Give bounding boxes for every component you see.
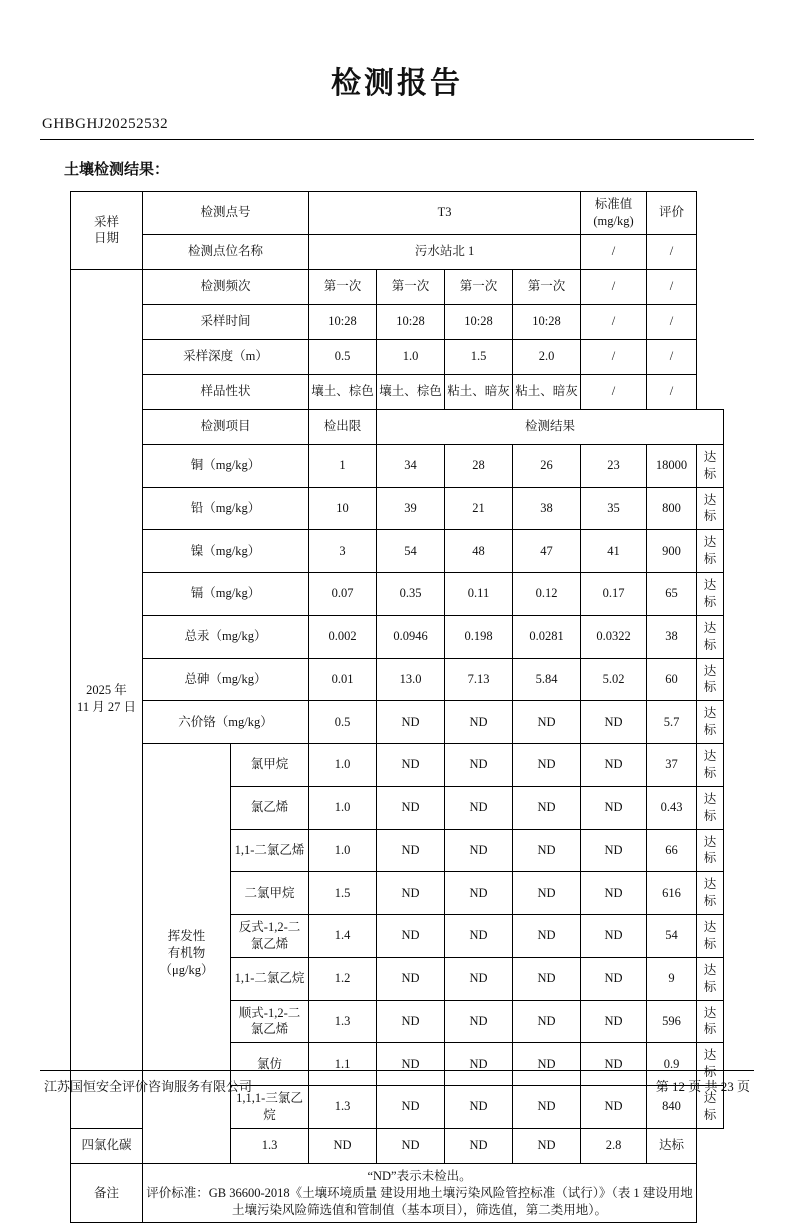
result-value: ND — [377, 1000, 445, 1043]
result-value: ND — [377, 701, 445, 744]
standard-value: 0.43 — [647, 786, 697, 829]
table-row-remark — [71, 1163, 724, 1223]
standard-value: 2.8 — [581, 1128, 647, 1163]
cell-value: 第一次 — [513, 269, 581, 304]
result-value: ND — [513, 701, 581, 744]
analyte-name: 铜（mg/kg） — [143, 444, 309, 487]
result-value: ND — [513, 1128, 581, 1163]
analyte-name: 1,1,1-三氯乙烷 — [231, 1086, 309, 1129]
result-value: 0.35 — [377, 573, 445, 616]
result-value: 23 — [581, 444, 647, 487]
analyte-name: 总砷（mg/kg） — [143, 658, 309, 701]
detection-limit: 1.1 — [309, 1043, 377, 1086]
result-value: 0.17 — [581, 573, 647, 616]
analyte-name: 氯甲烷 — [231, 744, 309, 787]
footer-divider — [40, 1070, 754, 1071]
table-row — [71, 339, 724, 374]
standard-value: 54 — [647, 915, 697, 958]
standard-value: / — [581, 304, 647, 339]
result-value: ND — [377, 1043, 445, 1086]
analyte-name: 总汞（mg/kg） — [143, 615, 309, 658]
analyte-name: 二氯甲烷 — [231, 872, 309, 915]
result-value: 0.0946 — [377, 615, 445, 658]
analyte-name: 铅（mg/kg） — [143, 487, 309, 530]
row-label-sampling-time: 采样时间 — [143, 304, 309, 339]
standard-value: 800 — [647, 487, 697, 530]
result-value: ND — [445, 1128, 513, 1163]
evaluation-value: / — [647, 269, 697, 304]
evaluation-value: 达标 — [697, 1000, 724, 1043]
result-value: ND — [513, 915, 581, 958]
cell-value: 粘土、暗灰 — [445, 374, 513, 409]
result-value: ND — [377, 957, 445, 1000]
result-value: 38 — [513, 487, 581, 530]
result-value: 26 — [513, 444, 581, 487]
table-row — [71, 615, 724, 658]
result-value: ND — [581, 1043, 647, 1086]
footer-page-number: 第 12 页 共 23 页 — [655, 1079, 750, 1094]
result-value: ND — [445, 1000, 513, 1043]
result-value: ND — [377, 744, 445, 787]
analyte-name: 1,1-二氯乙烯 — [231, 829, 309, 872]
evaluation-value: 达标 — [697, 487, 724, 530]
header-item: 检测项目 — [143, 409, 309, 444]
cell-value: 第一次 — [445, 269, 513, 304]
result-value: ND — [513, 1000, 581, 1043]
evaluation-value: 达标 — [697, 701, 724, 744]
result-value: ND — [377, 1086, 445, 1129]
standard-header: 标准值 (mg/kg) — [581, 192, 647, 235]
evaluation-value: 达标 — [697, 573, 724, 616]
result-value: 34 — [377, 444, 445, 487]
standard-value: / — [581, 339, 647, 374]
detection-limit: 1.4 — [309, 915, 377, 958]
result-value: ND — [513, 872, 581, 915]
result-value: 47 — [513, 530, 581, 573]
cell-value: 10:28 — [377, 304, 445, 339]
detection-limit: 1.5 — [309, 872, 377, 915]
evaluation-value: 达标 — [697, 444, 724, 487]
result-value: 21 — [445, 487, 513, 530]
table-row — [71, 658, 724, 701]
analyte-name: 镉（mg/kg） — [143, 573, 309, 616]
result-value: ND — [581, 957, 647, 1000]
evaluation-value: 达标 — [697, 957, 724, 1000]
row-label-sampling-depth: 采样深度（m） — [143, 339, 309, 374]
remark-line-1: “ND”表示未检出。 — [367, 1168, 472, 1183]
analyte-name: 反式-1,2-二氯乙烯 — [231, 915, 309, 958]
result-value: ND — [581, 1086, 647, 1129]
evaluation-value: 达标 — [697, 530, 724, 573]
remark-label: 备注 — [71, 1163, 143, 1223]
detection-limit: 1 — [309, 444, 377, 487]
result-value: 0.12 — [513, 573, 581, 616]
standard-value: 38 — [647, 615, 697, 658]
sampling-date-header: 采样 日期 — [71, 192, 143, 270]
table-row — [71, 374, 724, 409]
detection-limit: 3 — [309, 530, 377, 573]
standard-value: 9 — [647, 957, 697, 1000]
evaluation-header: 评价 — [647, 192, 697, 235]
standard-value: 840 — [647, 1086, 697, 1129]
table-row — [71, 304, 724, 339]
table-row — [71, 269, 724, 304]
result-value: ND — [445, 1043, 513, 1086]
standard-value: 60 — [647, 658, 697, 701]
footer-company: 江苏国恒安全评价咨询服务有限公司 — [44, 1079, 253, 1094]
analyte-name: 顺式-1,2-二氯乙烯 — [231, 1000, 309, 1043]
cell-value: 2.0 — [513, 339, 581, 374]
detection-limit: 1.0 — [309, 744, 377, 787]
result-value: ND — [581, 872, 647, 915]
cell-value: 1.5 — [445, 339, 513, 374]
detection-limit: 0.5 — [309, 701, 377, 744]
result-value: ND — [581, 1000, 647, 1043]
result-value: ND — [445, 1086, 513, 1129]
table-row — [71, 192, 724, 235]
cell-value: 壤土、棕色 — [309, 374, 377, 409]
standard-value: 0.9 — [647, 1043, 697, 1086]
evaluation-value: / — [647, 304, 697, 339]
header-divider — [40, 139, 754, 140]
detection-limit: 1.2 — [309, 957, 377, 1000]
cell-value: 壤土、棕色 — [377, 374, 445, 409]
point-name-value: 污水站北 1 — [309, 234, 581, 269]
result-value: ND — [309, 1128, 377, 1163]
standard-value: 18000 — [647, 444, 697, 487]
detection-limit: 0.002 — [309, 615, 377, 658]
evaluation-value: 达标 — [697, 1043, 724, 1086]
result-value: 7.13 — [445, 658, 513, 701]
section-title: 土壤检测结果： — [64, 162, 170, 178]
analyte-name: 四氯化碳 — [71, 1128, 143, 1163]
sampling-date-value: 2025 年 11 月 27 日 — [71, 269, 143, 1128]
result-value: 54 — [377, 530, 445, 573]
standard-value: 66 — [647, 829, 697, 872]
standard-value: 37 — [647, 744, 697, 787]
detection-limit: 1.0 — [309, 829, 377, 872]
analyte-name: 1,1-二氯乙烷 — [231, 957, 309, 1000]
analyte-name: 六价铬（mg/kg） — [143, 701, 309, 744]
result-value: ND — [377, 829, 445, 872]
result-value: ND — [445, 701, 513, 744]
standard-value: 900 — [647, 530, 697, 573]
result-value: ND — [513, 786, 581, 829]
row-label-point-no: 检测点号 — [143, 192, 309, 235]
evaluation-value: 达标 — [697, 658, 724, 701]
result-value: ND — [581, 829, 647, 872]
cell-value: 0.5 — [309, 339, 377, 374]
result-value: ND — [581, 915, 647, 958]
table-row — [71, 744, 724, 787]
result-value: ND — [377, 915, 445, 958]
table-row — [71, 409, 724, 444]
result-value: ND — [513, 744, 581, 787]
result-value: 0.0281 — [513, 615, 581, 658]
row-label-sample-property: 样品性状 — [143, 374, 309, 409]
standard-value: / — [581, 234, 647, 269]
cell-value: 第一次 — [309, 269, 377, 304]
cell-value: 第一次 — [377, 269, 445, 304]
result-value: ND — [513, 957, 581, 1000]
analyte-name: 氯仿 — [231, 1043, 309, 1086]
table-row — [71, 573, 724, 616]
result-value: ND — [377, 872, 445, 915]
table-row — [71, 701, 724, 744]
report-number: GHBGHJ20252532 — [42, 116, 169, 132]
result-value: ND — [513, 1043, 581, 1086]
table-row — [71, 530, 724, 573]
point-no-value: T3 — [309, 192, 581, 235]
detection-limit: 10 — [309, 487, 377, 530]
result-value: 39 — [377, 487, 445, 530]
result-value: ND — [445, 957, 513, 1000]
result-value: 5.02 — [581, 658, 647, 701]
result-value: 48 — [445, 530, 513, 573]
result-value: ND — [581, 744, 647, 787]
page-title: 检测报告 — [331, 67, 463, 100]
result-value: 13.0 — [377, 658, 445, 701]
detection-limit: 0.01 — [309, 658, 377, 701]
result-value: 5.84 — [513, 658, 581, 701]
result-value: 35 — [581, 487, 647, 530]
evaluation-value: 达标 — [697, 615, 724, 658]
standard-value: 616 — [647, 872, 697, 915]
detection-limit: 1.3 — [231, 1128, 309, 1163]
result-value: ND — [445, 829, 513, 872]
evaluation-value: / — [647, 339, 697, 374]
table-row — [71, 234, 724, 269]
result-value: ND — [377, 786, 445, 829]
result-value: ND — [445, 872, 513, 915]
cell-value: 10:28 — [445, 304, 513, 339]
result-value: ND — [513, 1086, 581, 1129]
page-footer — [40, 1070, 754, 1095]
voc-group-label: 挥发性 有机物 （μg/kg） — [143, 744, 231, 1164]
row-label-point-name: 检测点位名称 — [143, 234, 309, 269]
evaluation-value: 达标 — [647, 1128, 697, 1163]
result-value: 41 — [581, 530, 647, 573]
table-row — [71, 487, 724, 530]
result-value: ND — [513, 829, 581, 872]
analyte-name: 氯乙烯 — [231, 786, 309, 829]
evaluation-value: 达标 — [697, 872, 724, 915]
evaluation-value: 达标 — [697, 915, 724, 958]
evaluation-value: / — [647, 374, 697, 409]
evaluation-value: / — [647, 234, 697, 269]
result-value: ND — [377, 1128, 445, 1163]
result-value: ND — [445, 786, 513, 829]
detection-limit: 1.0 — [309, 786, 377, 829]
result-value: ND — [581, 786, 647, 829]
result-value: ND — [581, 701, 647, 744]
cell-value: 粘土、暗灰 — [513, 374, 581, 409]
standard-value: / — [581, 374, 647, 409]
detection-limit: 1.3 — [309, 1086, 377, 1129]
cell-value: 1.0 — [377, 339, 445, 374]
standard-value: / — [581, 269, 647, 304]
result-value: 0.11 — [445, 573, 513, 616]
result-value: ND — [445, 915, 513, 958]
evaluation-value: 达标 — [697, 786, 724, 829]
soil-results-table — [70, 191, 724, 1223]
cell-value: 10:28 — [309, 304, 377, 339]
result-value: 0.0322 — [581, 615, 647, 658]
standard-value: 5.7 — [647, 701, 697, 744]
remark-body — [143, 1163, 697, 1223]
evaluation-value: 达标 — [697, 829, 724, 872]
remark-line-2: 评价标准：GB 36600-2018《土壤环境质量 建设用地土壤污染风险管控标准（试行）》（表 1 建设用地土壤污染风险筛选值和管制值（基本项目），筛选值，第二类用地）。 — [146, 1185, 693, 1217]
analyte-name: 镍（mg/kg） — [143, 530, 309, 573]
detection-limit: 1.3 — [309, 1000, 377, 1043]
standard-value: 596 — [647, 1000, 697, 1043]
cell-value: 10:28 — [513, 304, 581, 339]
evaluation-value: 达标 — [697, 1086, 724, 1129]
result-value: 28 — [445, 444, 513, 487]
result-value: ND — [445, 744, 513, 787]
row-label-frequency: 检测频次 — [143, 269, 309, 304]
header-detection-limit: 检出限 — [309, 409, 377, 444]
header-results: 检测结果 — [377, 409, 724, 444]
table-row — [71, 444, 724, 487]
evaluation-value: 达标 — [697, 744, 724, 787]
result-value: 0.198 — [445, 615, 513, 658]
standard-value: 65 — [647, 573, 697, 616]
detection-limit: 0.07 — [309, 573, 377, 616]
